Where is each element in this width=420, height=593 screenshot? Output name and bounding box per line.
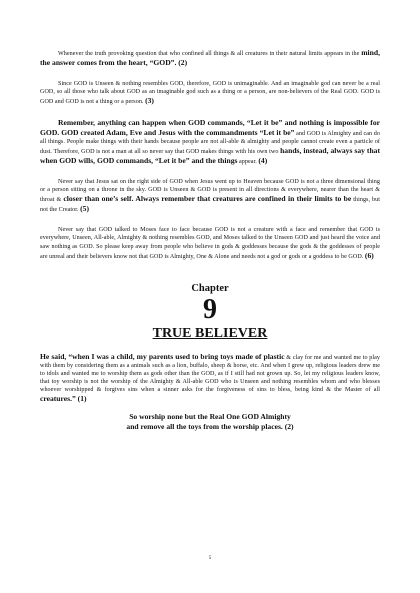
page-content [40, 48, 380, 432]
paragraph-text: Since GOD is Unseen & nothing resembles GOD, therefore, GOD is unimaginable. And an imaginable god can never be a real GOD, so all those who talk about GOD as an imaginable god such as a thing or a person, are non-believers of the Real GOD. GOD is GOD and GOD is not a thing or a person. [40, 81, 380, 106]
paragraph-5 [40, 226, 380, 260]
paragraph-text: & clay for me and wanted me to play with them by considering them as a animals such as a lion, buffalo, sheep & horse, etc. And when I grew up, religious leaders drew me to idols and wanted me to worship them as gods other than the GOD, as if I still had not grown up. So, let my religious leaders know, that toy worship is not the worship of the Almighty & All-able GOD who is Unseen and nothing resembles whom and who blesses whoever worshipped & forgives sins when a sinner asks for the forgiveness of sins to bless, being kind & the Master of all [40, 354, 380, 393]
paragraph-text: Never say that Jesus sat on the right side of GOD when Jesus went up to Heaven because GOD is not a three dimensional thing or a person sitting on a throne in the sky. GOD is Unseen & GOD is present in all directions & everywhere, nearer than the heart & throat & [40, 179, 380, 204]
paragraph-emphasis: Remember, anything can happen when GOD commands, “Let it be” and nothing is impossible for GOD. GOD created Adam, Eve and Jesus with the commandments “Let it be” [40, 118, 380, 138]
closing-line-2: and remove all the toys from the worship places. (2) [126, 422, 294, 431]
paragraph-text: things, but not the Creator. [40, 197, 380, 214]
paragraph-emphasis: (3) [145, 96, 154, 106]
paragraph-emphasis: hands, instead, always say that when GOD wills, GOD commands, “Let it be” and the things [40, 146, 380, 166]
paragraph-text: Never say that GOD talked to Moses face to face because GOD is not a creature with a face and remember that GOD is everywhere, Unseen, All-able, Almighty & nothing resembles GOD, and Moses talked to the Unseen GOD and just heard the voice and saw nothing as GOD. So please keep away from people who believe in gods & goddesses because the gods & the goddesses of people are unreal and their believers know not that GOD is Almighty, One & Alone and needs not a god or gods or a goddess to be GOD. [40, 227, 380, 260]
paragraph-emphasis: (4) [258, 156, 268, 166]
chapter-title: TRUE BELIEVER [152, 325, 268, 341]
chapter-number: 9 [203, 293, 217, 325]
paragraph-1 [40, 48, 380, 68]
paragraph-2 [40, 80, 380, 106]
paragraph-text: Whenever the truth provoking question that who confined all things & all creatures in their natural limits appears in the [58, 51, 362, 57]
paragraph-emphasis: creatures.” (1) [40, 393, 87, 403]
page-number: 5 [208, 556, 212, 561]
paragraph-emphasis: mind, the answer comes from the heart, “GOD”. (2) [40, 48, 380, 68]
paragraph-4 [40, 178, 380, 214]
paragraph-emphasis: (6) [364, 250, 374, 260]
closing-statement [40, 412, 380, 433]
chapter-label: Chapter [191, 282, 229, 294]
chapter-paragraph [40, 352, 380, 404]
paragraph-3 [40, 118, 380, 166]
paragraph-emphasis: (5) [80, 204, 89, 214]
closing-line-1: So worship none but the Real One GOD Almighty [129, 411, 291, 421]
paragraph-text: appear. [237, 159, 259, 166]
paragraph-emphasis: closer than one’s self. Always remember that creatures are confined in their limits to be [63, 194, 352, 204]
paragraph-emphasis: He said, “when I was a child, my parents used to bring toys made of plastic [40, 351, 285, 361]
paragraph-text: and GOD is Almighty and can do all things. People make things with their hands because people are not all-able & almighty and people cannot create even a particle of dust. Therefore, GOD is not a man at all so never say that GOD makes things with his own two [40, 131, 380, 156]
